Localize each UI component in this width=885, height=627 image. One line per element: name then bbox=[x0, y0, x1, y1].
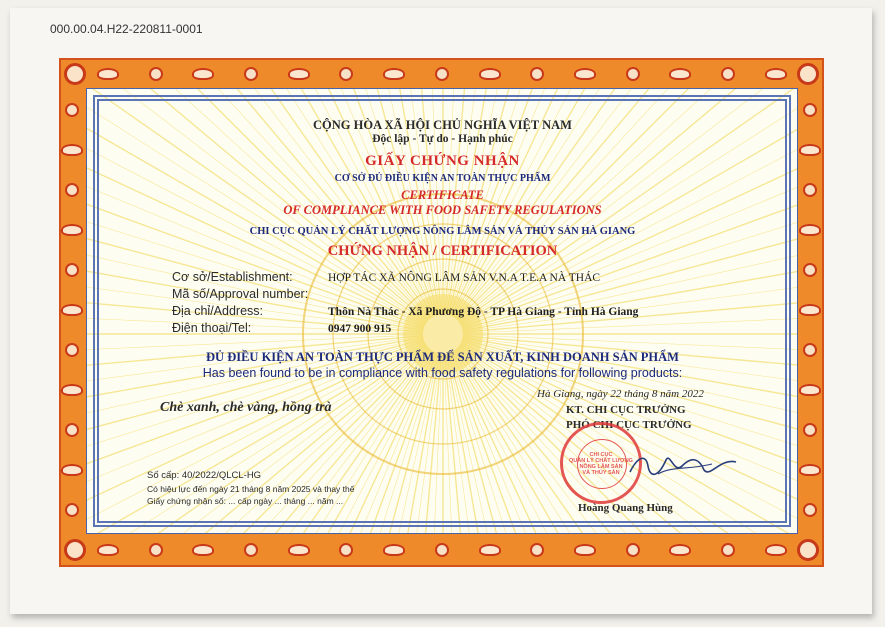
stamp-line-3: NÔNG LÂM SẢN bbox=[579, 464, 623, 470]
nation-heading: CỘNG HÒA XÃ HỘI CHỦ NGHĨA VIỆT NAM bbox=[313, 118, 572, 132]
phone-value: 0947 900 915 bbox=[328, 323, 392, 335]
motto: Độc lập - Tự do - Hạnh phúc bbox=[372, 133, 513, 145]
border-ornaments-top bbox=[82, 63, 802, 85]
stamp-line-4: VÀ THỦY SẢN bbox=[582, 470, 620, 476]
stamp-line-2: QUẢN LÝ CHẤT LƯỢNG bbox=[569, 458, 633, 464]
serial-number: 000.00.04.H22-220811-0001 bbox=[50, 22, 203, 36]
certificate-number: Số cấp: 40/2022/QLCL-HG bbox=[147, 470, 262, 481]
title-en-2: OF COMPLIANCE WITH FOOD SAFETY REGULATIONS bbox=[283, 203, 602, 217]
issuing-agency: CHI CỤC QUẢN LÝ CHẤT LƯỢNG NÔNG LÂM SẢN VÀ THỦY SẢN HÀ GIANG bbox=[249, 226, 636, 237]
signing-role-1: KT. CHI CỤC TRƯỞNG bbox=[566, 404, 686, 416]
phone-label: Điện thoại/Tel: bbox=[172, 321, 252, 335]
title-vn: GIẤY CHỨNG NHẬN bbox=[365, 153, 520, 169]
stamp-line-1: CHI CỤC bbox=[589, 452, 613, 458]
place-date: Hà Giang, ngày 22 tháng 8 năm 2022 bbox=[537, 388, 704, 400]
address-value: Thôn Nà Thác - Xã Phương Độ - TP Hà Giang - Tỉnh Hà Giang bbox=[328, 306, 639, 318]
compliance-en: Has been found to be in compliance with food safety regulations for following products: bbox=[202, 366, 683, 380]
product-list: Chè xanh, chè vàng, hồng trà bbox=[160, 400, 332, 415]
compliance-vn: ĐỦ ĐIỀU KIỆN AN TOÀN THỰC PHẨM ĐỂ SẢN XUẤT, KINH DOANH SẢN PHẨM bbox=[206, 350, 679, 364]
establishment-value: HỢP TÁC XÃ NÔNG LÂM SẢN V.N.A T.E.A NÀ THÁC bbox=[328, 272, 601, 284]
establishment-label: Cơ sở/Establishment: bbox=[172, 270, 293, 284]
certification-heading: CHỨNG NHẬN / CERTIFICATION bbox=[327, 243, 558, 259]
signing-role-2: PHÓ CHI CỤC TRƯỞNG bbox=[566, 419, 692, 431]
address-label: Địa chỉ/Address: bbox=[172, 304, 264, 318]
title-en-1: CERTIFICATE bbox=[401, 188, 484, 202]
validity-note: Có hiệu lực đến ngày 21 tháng 8 năm 2025 và thay thế bbox=[147, 484, 355, 494]
signer-name: Hoàng Quang Hùng bbox=[578, 502, 673, 514]
replaces-note: Giấy chứng nhận số: ... cấp ngày ... tháng ... năm ... bbox=[147, 496, 344, 506]
handwritten-signature bbox=[628, 444, 738, 484]
approval-label: Mã số/Approval number: bbox=[172, 287, 309, 301]
title-vn-sub: CƠ SỞ ĐỦ ĐIỀU KIỆN AN TOÀN THỰC PHẨM bbox=[334, 173, 551, 184]
border-ornaments-bottom bbox=[82, 539, 802, 561]
